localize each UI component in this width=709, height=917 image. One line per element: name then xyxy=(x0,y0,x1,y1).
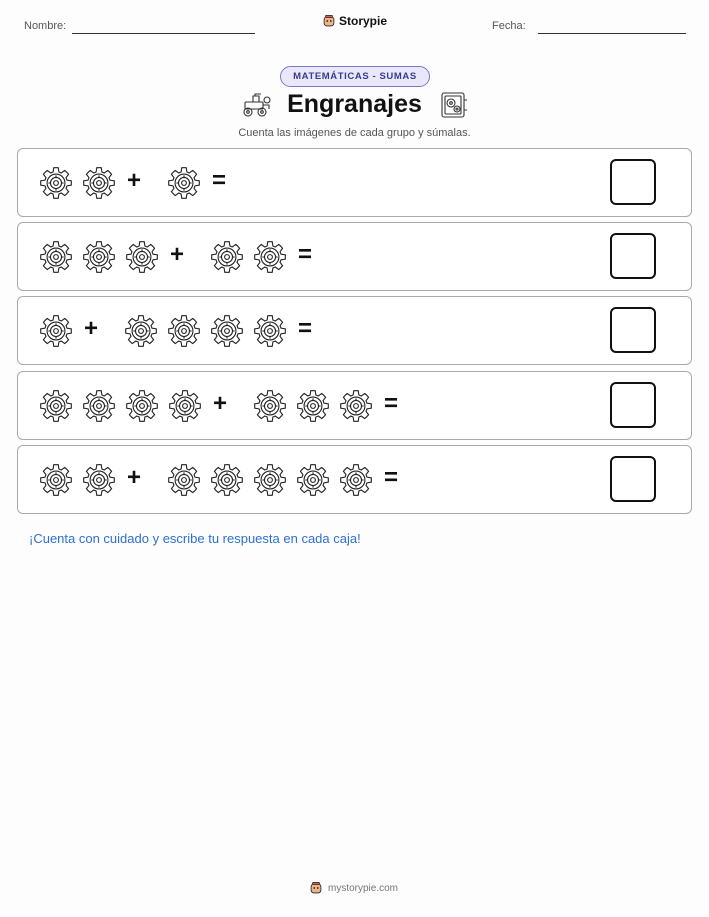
gear-icon xyxy=(253,463,287,497)
problem-row xyxy=(17,296,692,365)
gear-icon xyxy=(39,166,73,200)
gear-icon xyxy=(210,314,244,348)
gear-icon xyxy=(253,314,287,348)
plus-sign: + xyxy=(213,389,228,417)
gear-icon xyxy=(39,463,73,497)
brand-logo xyxy=(322,14,387,28)
gear-icon xyxy=(253,240,287,274)
problem-row xyxy=(17,445,692,514)
gear-machine-icon xyxy=(239,91,273,119)
answer-box[interactable] xyxy=(610,307,656,353)
site-footer xyxy=(309,881,398,895)
gear-icon xyxy=(82,240,116,274)
gear-icon xyxy=(210,240,244,274)
gear-icon xyxy=(210,463,244,497)
storypie-mascot-icon xyxy=(322,14,336,28)
problem-row xyxy=(17,222,692,291)
plus-sign: + xyxy=(170,241,185,269)
answer-box[interactable] xyxy=(610,456,656,502)
gear-icon xyxy=(125,389,159,423)
plus-sign: + xyxy=(84,315,99,343)
answer-box[interactable] xyxy=(610,159,656,205)
gear-icon xyxy=(125,240,159,274)
gear-icon xyxy=(82,463,116,497)
gear-icon xyxy=(253,389,287,423)
answer-box[interactable] xyxy=(610,382,656,428)
problem-row xyxy=(17,148,692,217)
gear-box-icon xyxy=(436,91,470,119)
plus-sign: + xyxy=(127,463,142,491)
site-url: mystorypie.com xyxy=(328,882,399,894)
gear-icon xyxy=(168,389,202,423)
problem-row xyxy=(17,371,692,440)
gear-icon xyxy=(167,314,201,348)
equals-sign: = xyxy=(298,241,313,269)
title-block xyxy=(0,90,709,119)
footer-message: ¡Cuenta con cuidado y escribe tu respuesta en cada caja! xyxy=(29,531,361,546)
gear-icon xyxy=(296,463,330,497)
brand-name: Storypie xyxy=(339,14,388,28)
page-title: Engranajes xyxy=(287,90,422,118)
gear-icon xyxy=(339,463,373,497)
subject-badge: MATEMÁTICAS - SUMAS xyxy=(280,66,430,87)
gear-icon xyxy=(296,389,330,423)
date-field[interactable] xyxy=(538,33,686,34)
answer-box[interactable] xyxy=(610,233,656,279)
equals-sign: = xyxy=(298,315,313,343)
gear-icon xyxy=(167,166,201,200)
plus-sign: + xyxy=(127,167,142,194)
gear-icon xyxy=(39,389,73,423)
instructions: Cuenta las imágenes de cada grupo y súmalas. xyxy=(238,127,471,139)
storypie-mascot-icon xyxy=(309,881,323,895)
gear-icon xyxy=(39,240,73,274)
gear-icon xyxy=(339,389,373,423)
gear-icon xyxy=(39,314,73,348)
gear-icon xyxy=(167,463,201,497)
gear-icon xyxy=(124,314,158,348)
gear-icon xyxy=(82,166,116,200)
equals-sign: = xyxy=(212,167,227,194)
gear-icon xyxy=(82,389,116,423)
equals-sign: = xyxy=(384,463,399,491)
name-label: Nombre: xyxy=(24,20,67,32)
equals-sign: = xyxy=(384,389,399,417)
name-field[interactable] xyxy=(72,33,255,34)
date-label: Fecha: xyxy=(492,20,526,32)
